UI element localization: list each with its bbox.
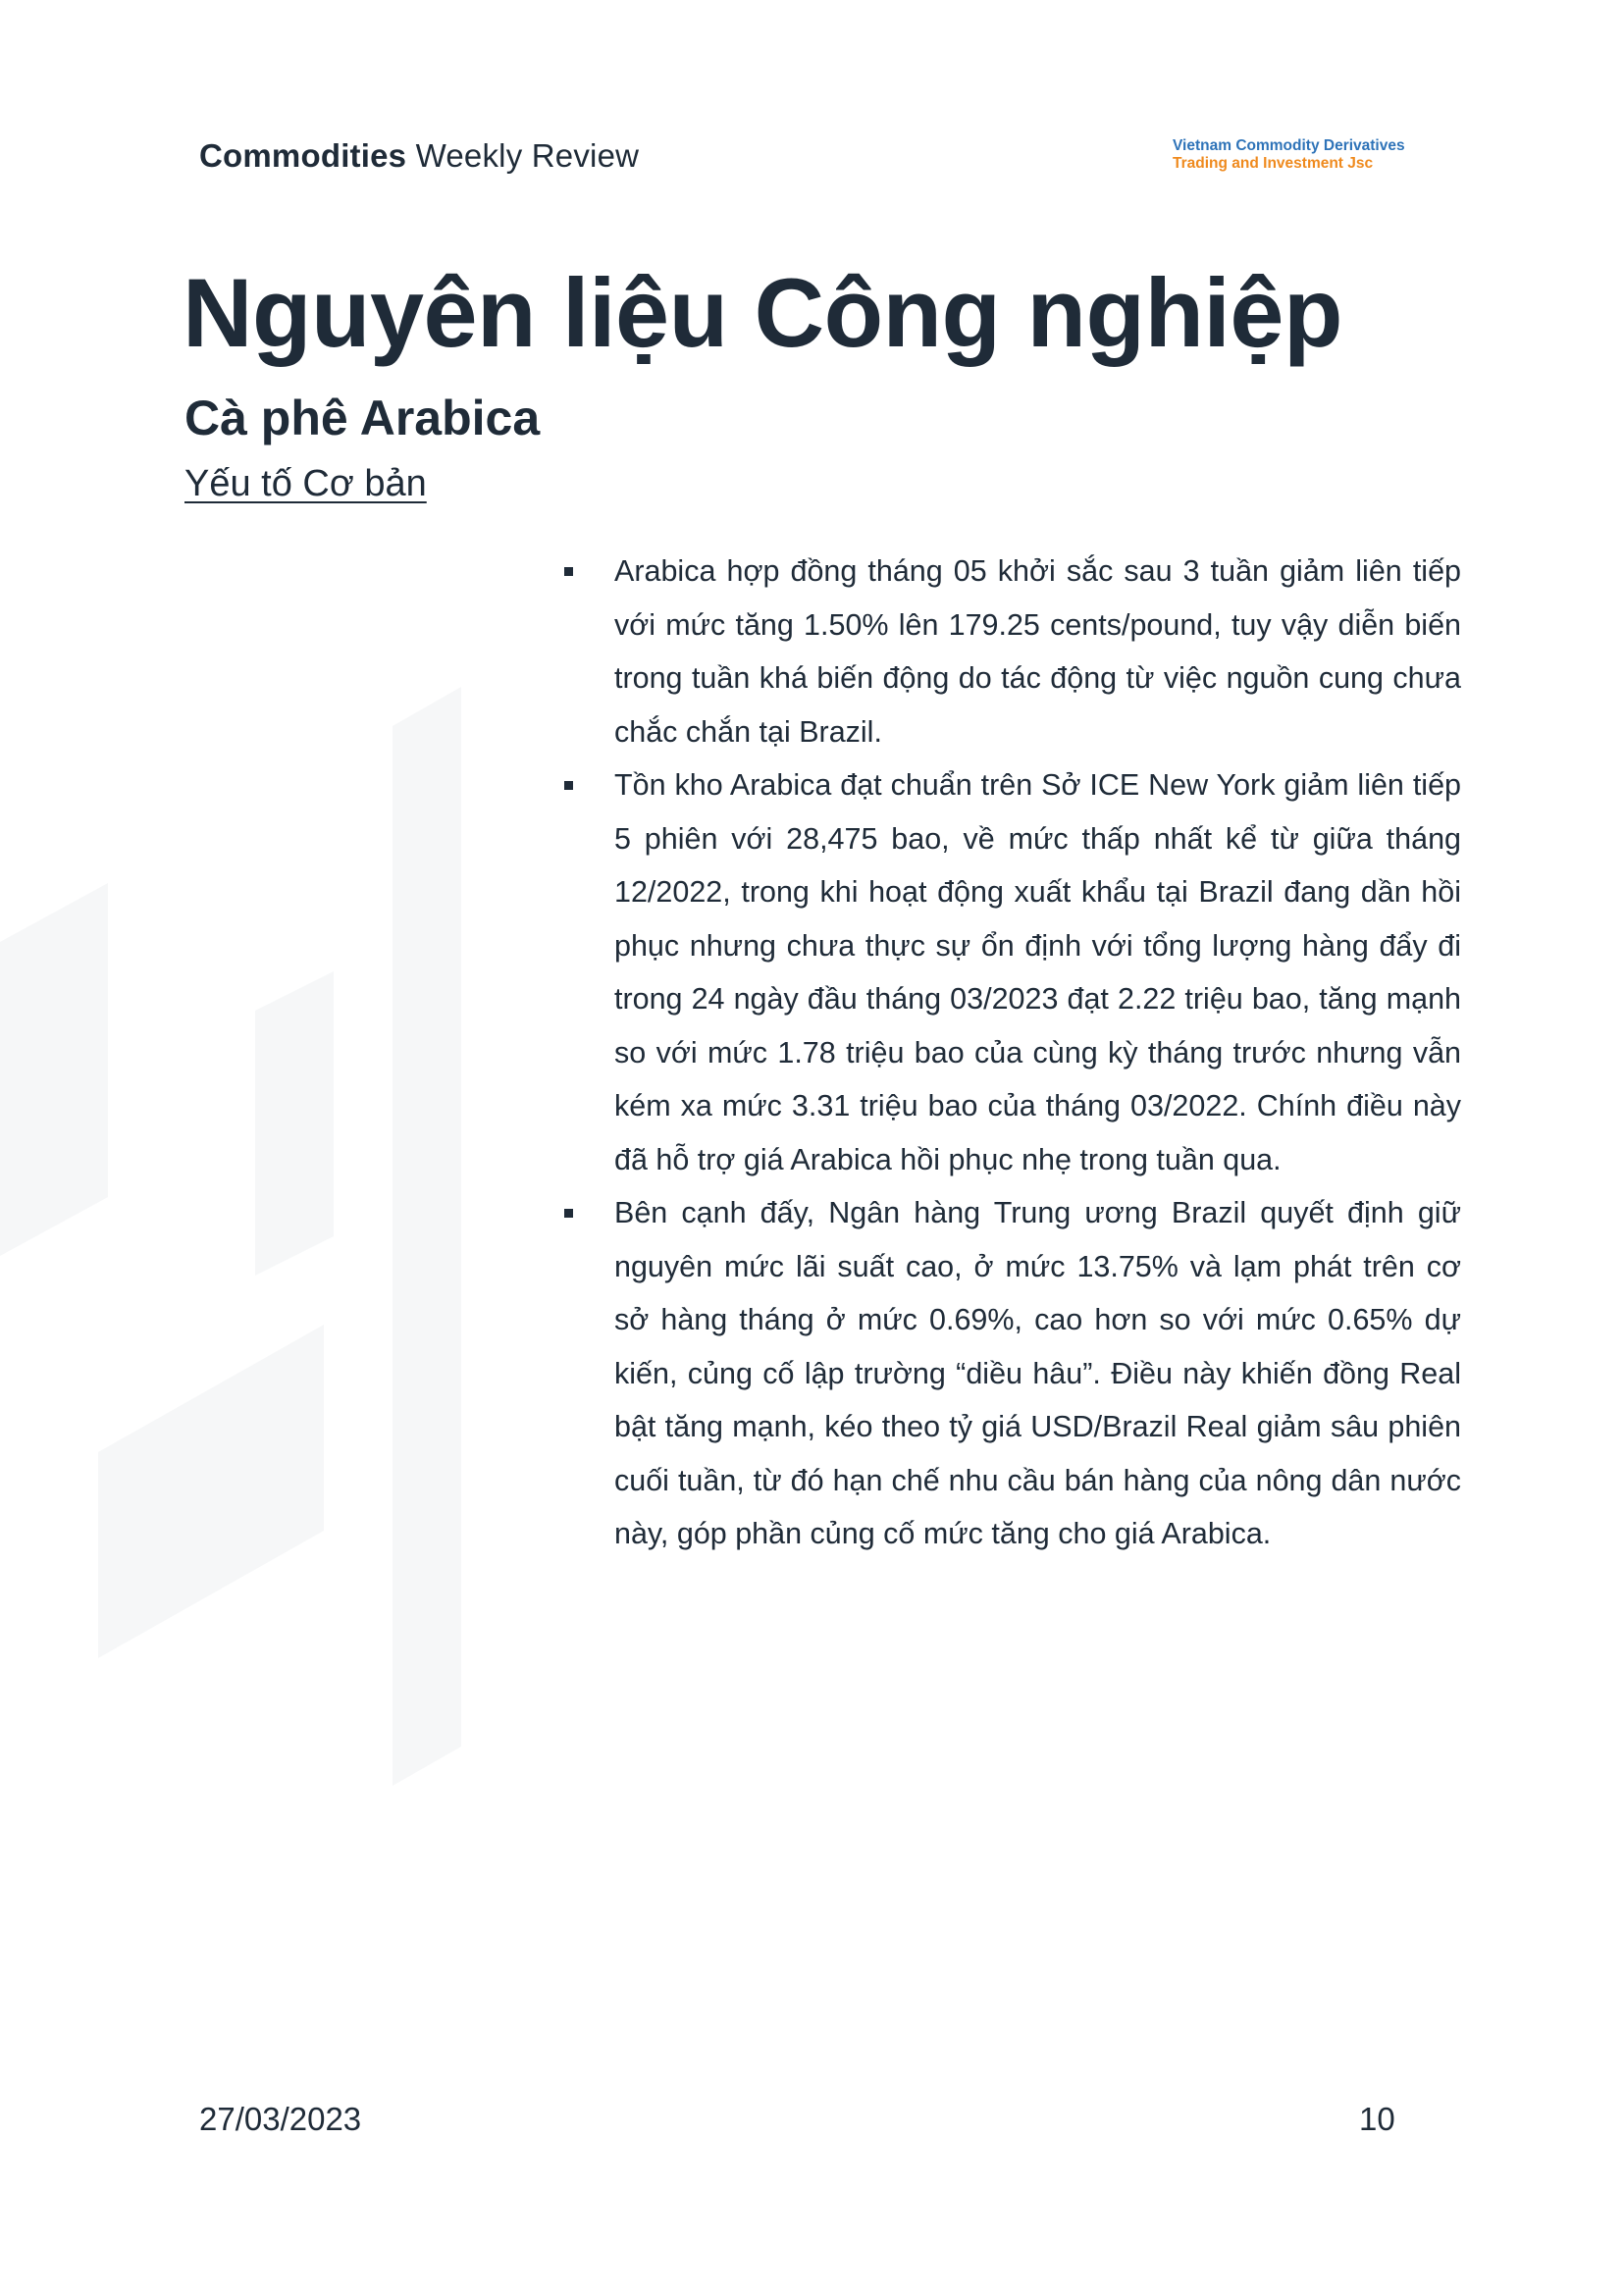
square-bullet-icon (564, 567, 573, 576)
bullet-item (561, 1186, 1461, 1561)
company-logo (1173, 137, 1405, 173)
page-subtitle: Cà phê Arabica (184, 391, 541, 445)
bullet-item (561, 758, 1461, 1186)
bullet-text: Tồn kho Arabica đạt chuẩn trên Sở ICE New York giảm liên tiếp 5 phiên với 28,475 bao, về mức thấp nhất kể từ giữa tháng 12/2022, trong khi hoạt động xuất khẩu tại Brazil đang dần hồi phục nhưng chưa thực sự ổn định với tổng lượng hàng đẩy đi trong 24 ngày đầu tháng 03/2023 đạt 2.22 triệu bao, tăng mạnh so với mức 1.78 triệu bao của cùng kỳ tháng trước nhưng vẫn kém xa mức 3.31 triệu bao của tháng 03/2022. Chính điều này đã hỗ trợ giá Arabica hồi phục nhẹ trong tuần qua. (614, 768, 1461, 1176)
page-number: 10 (1359, 2101, 1395, 2137)
header-title-bold: Commodities (199, 137, 407, 174)
footer-date: 27/03/2023 (199, 2101, 362, 2137)
section-heading: Yếu tố Cơ bản (184, 463, 427, 504)
bullet-text: Arabica hợp đồng tháng 05 khởi sắc sau 3 tuần giảm liên tiếp với mức tăng 1.50% lên 179.25 cents/pound, tuy vậy diễn biến trong tuần khá biến động do tác động từ việc nguồn cung chưa chắc chắn tại Brazil. (614, 554, 1461, 749)
bullet-list (561, 545, 1461, 1561)
page-title: Nguyên liệu Công nghiệp (183, 258, 1342, 367)
report-header (199, 137, 639, 175)
company-name-line2: Trading and Investment Jsc (1173, 155, 1374, 172)
bullet-text: Bên cạnh đấy, Ngân hàng Trung ương Brazil quyết định giữ nguyên mức lãi suất cao, ở mức 13.75% và lạm phát trên cơ sở hàng tháng ở mức 0.69%, cao hơn so với mức 0.65% dự kiến, củng cố lập trường “diều hâu”. Điều này khiến đồng Real bật tăng mạnh, kéo theo tỷ giá USD/Brazil Real giảm sâu phiên cuối tuần, từ đó hạn chế nhu cầu bán hàng của nông dân nước này, góp phần củng cố mức tăng cho giá Arabica. (614, 1196, 1461, 1550)
background-watermark-logo (0, 687, 550, 1786)
square-bullet-icon (564, 1209, 573, 1218)
bullet-item (561, 545, 1461, 758)
square-bullet-icon (564, 781, 573, 790)
header-title-regular: Weekly Review (415, 137, 640, 174)
company-name-line1: Vietnam Commodity Derivatives (1173, 137, 1405, 154)
